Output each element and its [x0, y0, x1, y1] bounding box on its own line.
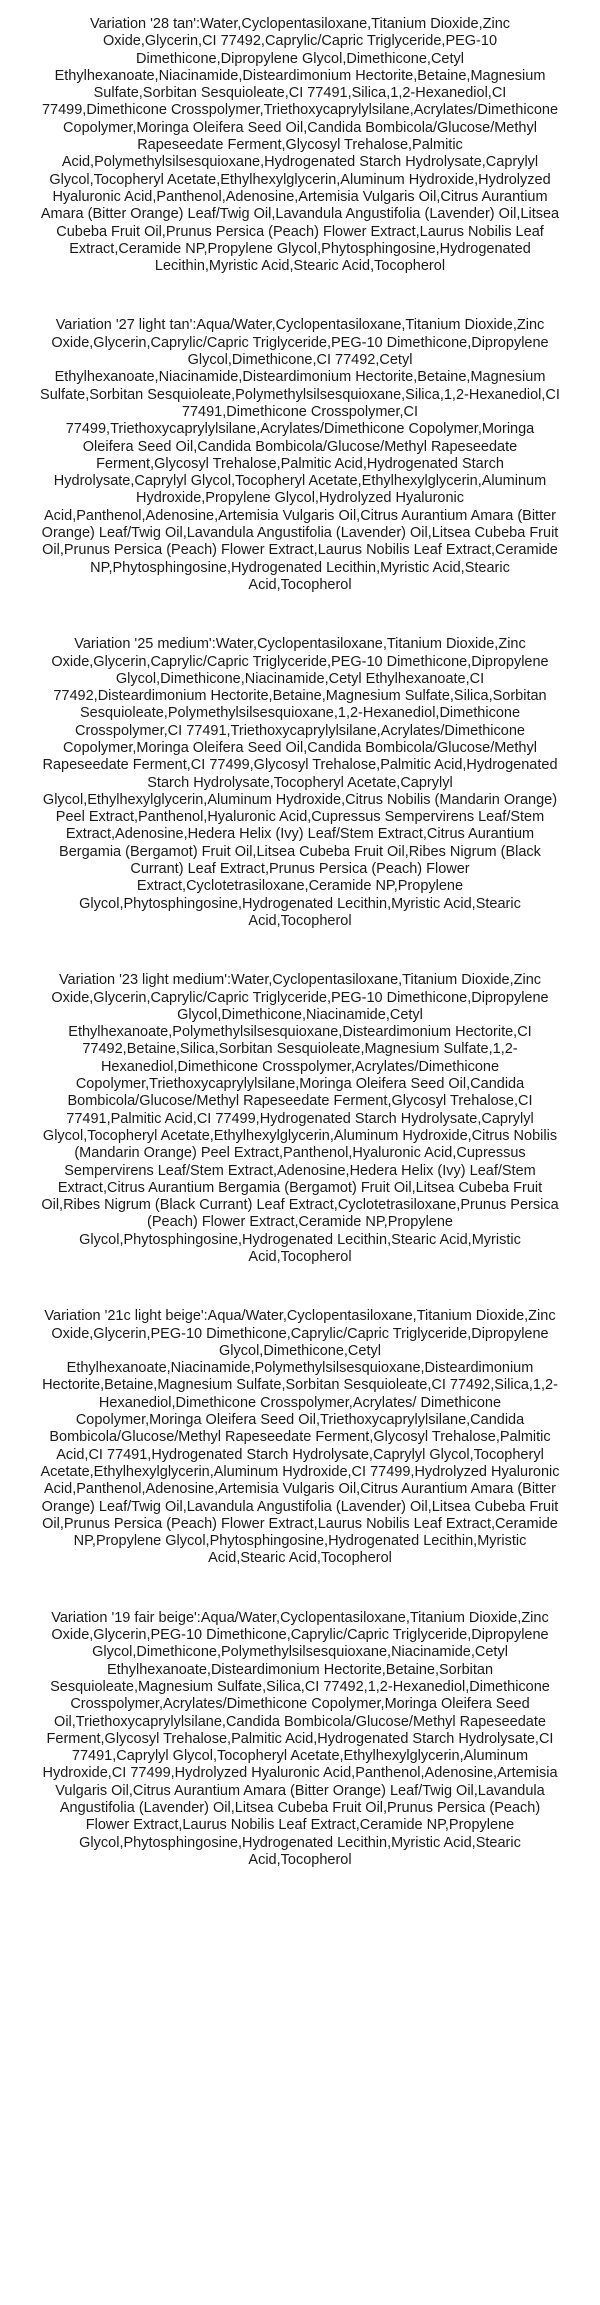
- variation-23-light-medium-ingredients: Variation '23 light medium':Water,Cyclopentasiloxane,Titanium Dioxide,Zinc Oxide,Glycerin,Caprylic/Capric Triglyceride,PEG-10 Dimethicone,Dipropylene Glycol,Dimethicone,Niacinamide,Cetyl Ethylhexanoate,Polymethylsilsesquioxane,Disteardimonium Hectorite,CI 77492,Betaine,Silica,Sorbitan Sesquioleate,Magnesium Sulfate,1,2-Hexanediol,Dimethicone Crosspolymer,Acrylates/Dimethicone Copolymer,Triethoxycaprylylsilane,Moringa Oleifera Seed Oil,Candida Bombicola/Glucose/Methyl Rapeseedate Ferment,Glycosyl Trehalose,CI 77491,Palmitic Acid,CI 77499,Hydrogenated Starch Hydrolysate,Caprylyl Glycol,Tocopheryl Acetate,Ethylhexylglycerin,Aluminum Hydroxide,Citrus Nobilis (Mandarin Orange) Peel Extract,Panthenol,Hyaluronic Acid,Cupressus Sempervirens Leaf/Stem Extract,Adenosine,Hedera Helix (Ivy) Leaf/Stem Extract,Citrus Aurantium Bergamia (Bergamot) Fruit Oil,Litsea Cubeba Fruit Oil,Ribes Nigrum (Black Currant) Leaf Extract,Cyclotetrasiloxane,Prunus Persica (Peach) Flower Extract,Ceramide NP,Propylene Glycol,Phytosphingosine,Hydrogenated Lecithin,Stearic Acid,Myristic Acid,Tocopherol: [41, 972, 559, 1265]
- variation-27-light-tan-ingredients: Variation '27 light tan':Aqua/Water,Cyclopentasiloxane,Titanium Dioxide,Zinc Oxide,Glycerin,Caprylic/Capric Triglyceride,PEG-10 Dimethicone,Dipropylene Glycol,Dimethicone,CI 77492,Cetyl Ethylhexanoate,Niacinamide,Disteardimonium Hectorite,Betaine,Magnesium Sulfate,Sorbitan Sesquioleate,Polymethylsilsesquioxane,Silica,1,2-Hexanediol,CI 77491,Dimethicone Crosspolymer,CI 77499,Triethoxycaprylylsilane,Acrylates/Dimethicone Copolymer,Moringa Oleifera Seed Oil,Candida Bombicola/Glucose/Methyl Rapeseedate Ferment,Glycosyl Trehalose,Palmitic Acid,Hydrogenated Starch Hydrolysate,Caprylyl Glycol,Tocopheryl Acetate,Ethylhexylglycerin,Aluminum Hydroxide,Propylene Glycol,Hydrolyzed Hyaluronic Acid,Panthenol,Adenosine,Artemisia Vulgaris Oil,Citrus Aurantium Amara (Bitter Orange) Leaf/Twig Oil,Lavandula Angustifolia (Lavender) Oil,Litsea Cubeba Fruit Oil,Prunus Persica (Peach) Flower Extract,Laurus Nobilis Leaf Extract,Ceramide NP,Phytosphingosine,Hydrogenated Lecithin,Myristic Acid,Stearic Acid,Tocopherol: [40, 317, 560, 593]
- variation-25-medium-ingredients: Variation '25 medium':Water,Cyclopentasiloxane,Titanium Dioxide,Zinc Oxide,Glycerin,Caprylic/Capric Triglyceride,PEG-10 Dimethicone,Dipropylene Glycol,Dimethicone,Niacinamide,Cetyl Ethylhexanoate,CI 77492,Disteardimonium Hectorite,Betaine,Magnesium Sulfate,Silica,Sorbitan Sesquioleate,Polymethylsilsesquioxane,1,2-Hexanediol,Dimethicone Crosspolymer,CI 77491,Triethoxycaprylylsilane,Acrylates/Dimethicone Copolymer,Moringa Oleifera Seed Oil,Candida Bombicola/Glucose/Methyl Rapeseedate Ferment,CI 77499,Glycosyl Trehalose,Palmitic Acid,Hydrogenated Starch Hydrolysate,Tocopheryl Acetate,Caprylyl Glycol,Ethylhexylglycerin,Aluminum Hydroxide,Citrus Nobilis (Mandarin Orange) Peel Extract,Panthenol,Hyaluronic Acid,Cupressus Sempervirens Leaf/Stem Extract,Adenosine,Hedera Helix (Ivy) Leaf/Stem Extract,Citrus Aurantium Bergamia (Bergamot) Fruit Oil,Litsea Cubeba Fruit Oil,Ribes Nigrum (Black Currant) Leaf Extract,Prunus Persica (Peach) Flower Extract,Cyclotetrasiloxane,Ceramide NP,Propylene Glycol,Phytosphingosine,Hydrogenated Lecithin,Myristic Acid,Stearic Acid,Tocopherol: [42, 636, 558, 929]
- variation-21c-light-beige-ingredients: Variation '21c light beige':Aqua/Water,Cyclopentasiloxane,Titanium Dioxide,Zinc Oxide,Glycerin,PEG-10 Dimethicone,Caprylic/Capric Triglyceride,Dipropylene Glycol,Dimethicone,Cetyl Ethylhexanoate,Niacinamide,Polymethylsilsesquioxane,Disteardimonium Hectorite,Betaine,Magnesium Sulfate,Sorbitan Sesquioleate,CI 77492,Silica,1,2-Hexanediol,Dimethicone Crosspolymer,Acrylates/ Dimethicone Copolymer,Moringa Oleifera Seed Oil,Triethoxycaprylylsilane,Candida Bombicola/Glucose/Methyl Rapeseedate Ferment,Glycosyl Trehalose,Palmitic Acid,CI 77491,Hydrogenated Starch Hydrolysate,Caprylyl Glycol,Tocopheryl Acetate,Ethylhexylglycerin,Aluminum Hydroxide,CI 77499,Hydrolyzed Hyaluronic Acid,Panthenol,Adenosine,Artemisia Vulgaris Oil,Citrus Aurantium Amara (Bitter Orange) Leaf/Twig Oil,Lavandula Angustifolia (Lavender) Oil,Litsea Cubeba Fruit Oil,Prunus Persica (Peach) Flower Extract,Laurus Nobilis Leaf Extract,Ceramide NP,Propylene Glycol,Phytosphingosine,Hydrogenated Lecithin,Myristic Acid,Stearic Acid,Tocopherol: [40, 1308, 560, 1567]
- variation-19-fair-beige-ingredients: Variation '19 fair beige':Aqua/Water,Cyclopentasiloxane,Titanium Dioxide,Zinc Oxide,Glycerin,PEG-10 Dimethicone,Caprylic/Capric Triglyceride,Dipropylene Glycol,Dimethicone,Polymethylsilsesquioxane,Niacinamide,Cetyl Ethylhexanoate,Disteardimonium Hectorite,Betaine,Sorbitan Sesquioleate,Magnesium Sulfate,Silica,CI 77492,1,2-Hexanediol,Dimethicone Crosspolymer,Acrylates/Dimethicone Copolymer,Moringa Oleifera Seed Oil,Triethoxycaprylylsilane,Candida Bombicola/Glucose/Methyl Rapeseedate Ferment,Glycosyl Trehalose,Palmitic Acid,Hydrogenated Starch Hydrolysate,CI 77491,Caprylyl Glycol,Tocopheryl Acetate,Ethylhexylglycerin,Aluminum Hydroxide,CI 77499,Hydrolyzed Hyaluronic Acid,Panthenol,Adenosine,Artemisia Vulgaris Oil,Citrus Aurantium Amara (Bitter Orange) Leaf/Twig Oil,Lavandula Angustifolia (Lavender) Oil,Litsea Cubeba Fruit Oil,Prunus Persica (Peach) Flower Extract,Laurus Nobilis Leaf Extract,Ceramide NP,Propylene Glycol,Phytosphingosine,Hydrogenated Lecithin,Myristic Acid,Stearic Acid,Tocopherol: [42, 1609, 558, 1868]
- variation-28-tan-ingredients: Variation '28 tan':Water,Cyclopentasiloxane,Titanium Dioxide,Zinc Oxide,Glycerin,CI 77492,Caprylic/Capric Triglyceride,PEG-10 Dimethicone,Dipropylene Glycol,Dimethicone,Cetyl Ethylhexanoate,Niacinamide,Disteardimonium Hectorite,Betaine,Magnesium Sulfate,Sorbitan Sesquioleate,CI 77491,Silica,1,2-Hexanediol,CI 77499,Dimethicone Crosspolymer,Triethoxycaprylylsilane,Acrylates/Dimethicone Copolymer,Moringa Oleifera Seed Oil,Candida Bombicola/Glucose/Methyl Rapeseedate Ferment,Glycosyl Trehalose,Palmitic Acid,Polymethylsilsesquioxane,Hydrogenated Starch Hydrolysate,Caprylyl Glycol,Tocopheryl Acetate,Ethylhexylglycerin,Aluminum Hydroxide,Hydrolyzed Hyaluronic Acid,Panthenol,Adenosine,Artemisia Vulgaris Oil,Citrus Aurantium Amara (Bitter Orange) Leaf/Twig Oil,Lavandula Angustifolia (Lavender) Oil,Litsea Cubeba Fruit Oil,Prunus Persica (Peach) Flower Extract,Laurus Nobilis Leaf Extract,Ceramide NP,Propylene Glycol,Phytosphingosine,Hydrogenated Lecithin,Myristic Acid,Stearic Acid,Tocopherol: [40, 16, 560, 275]
